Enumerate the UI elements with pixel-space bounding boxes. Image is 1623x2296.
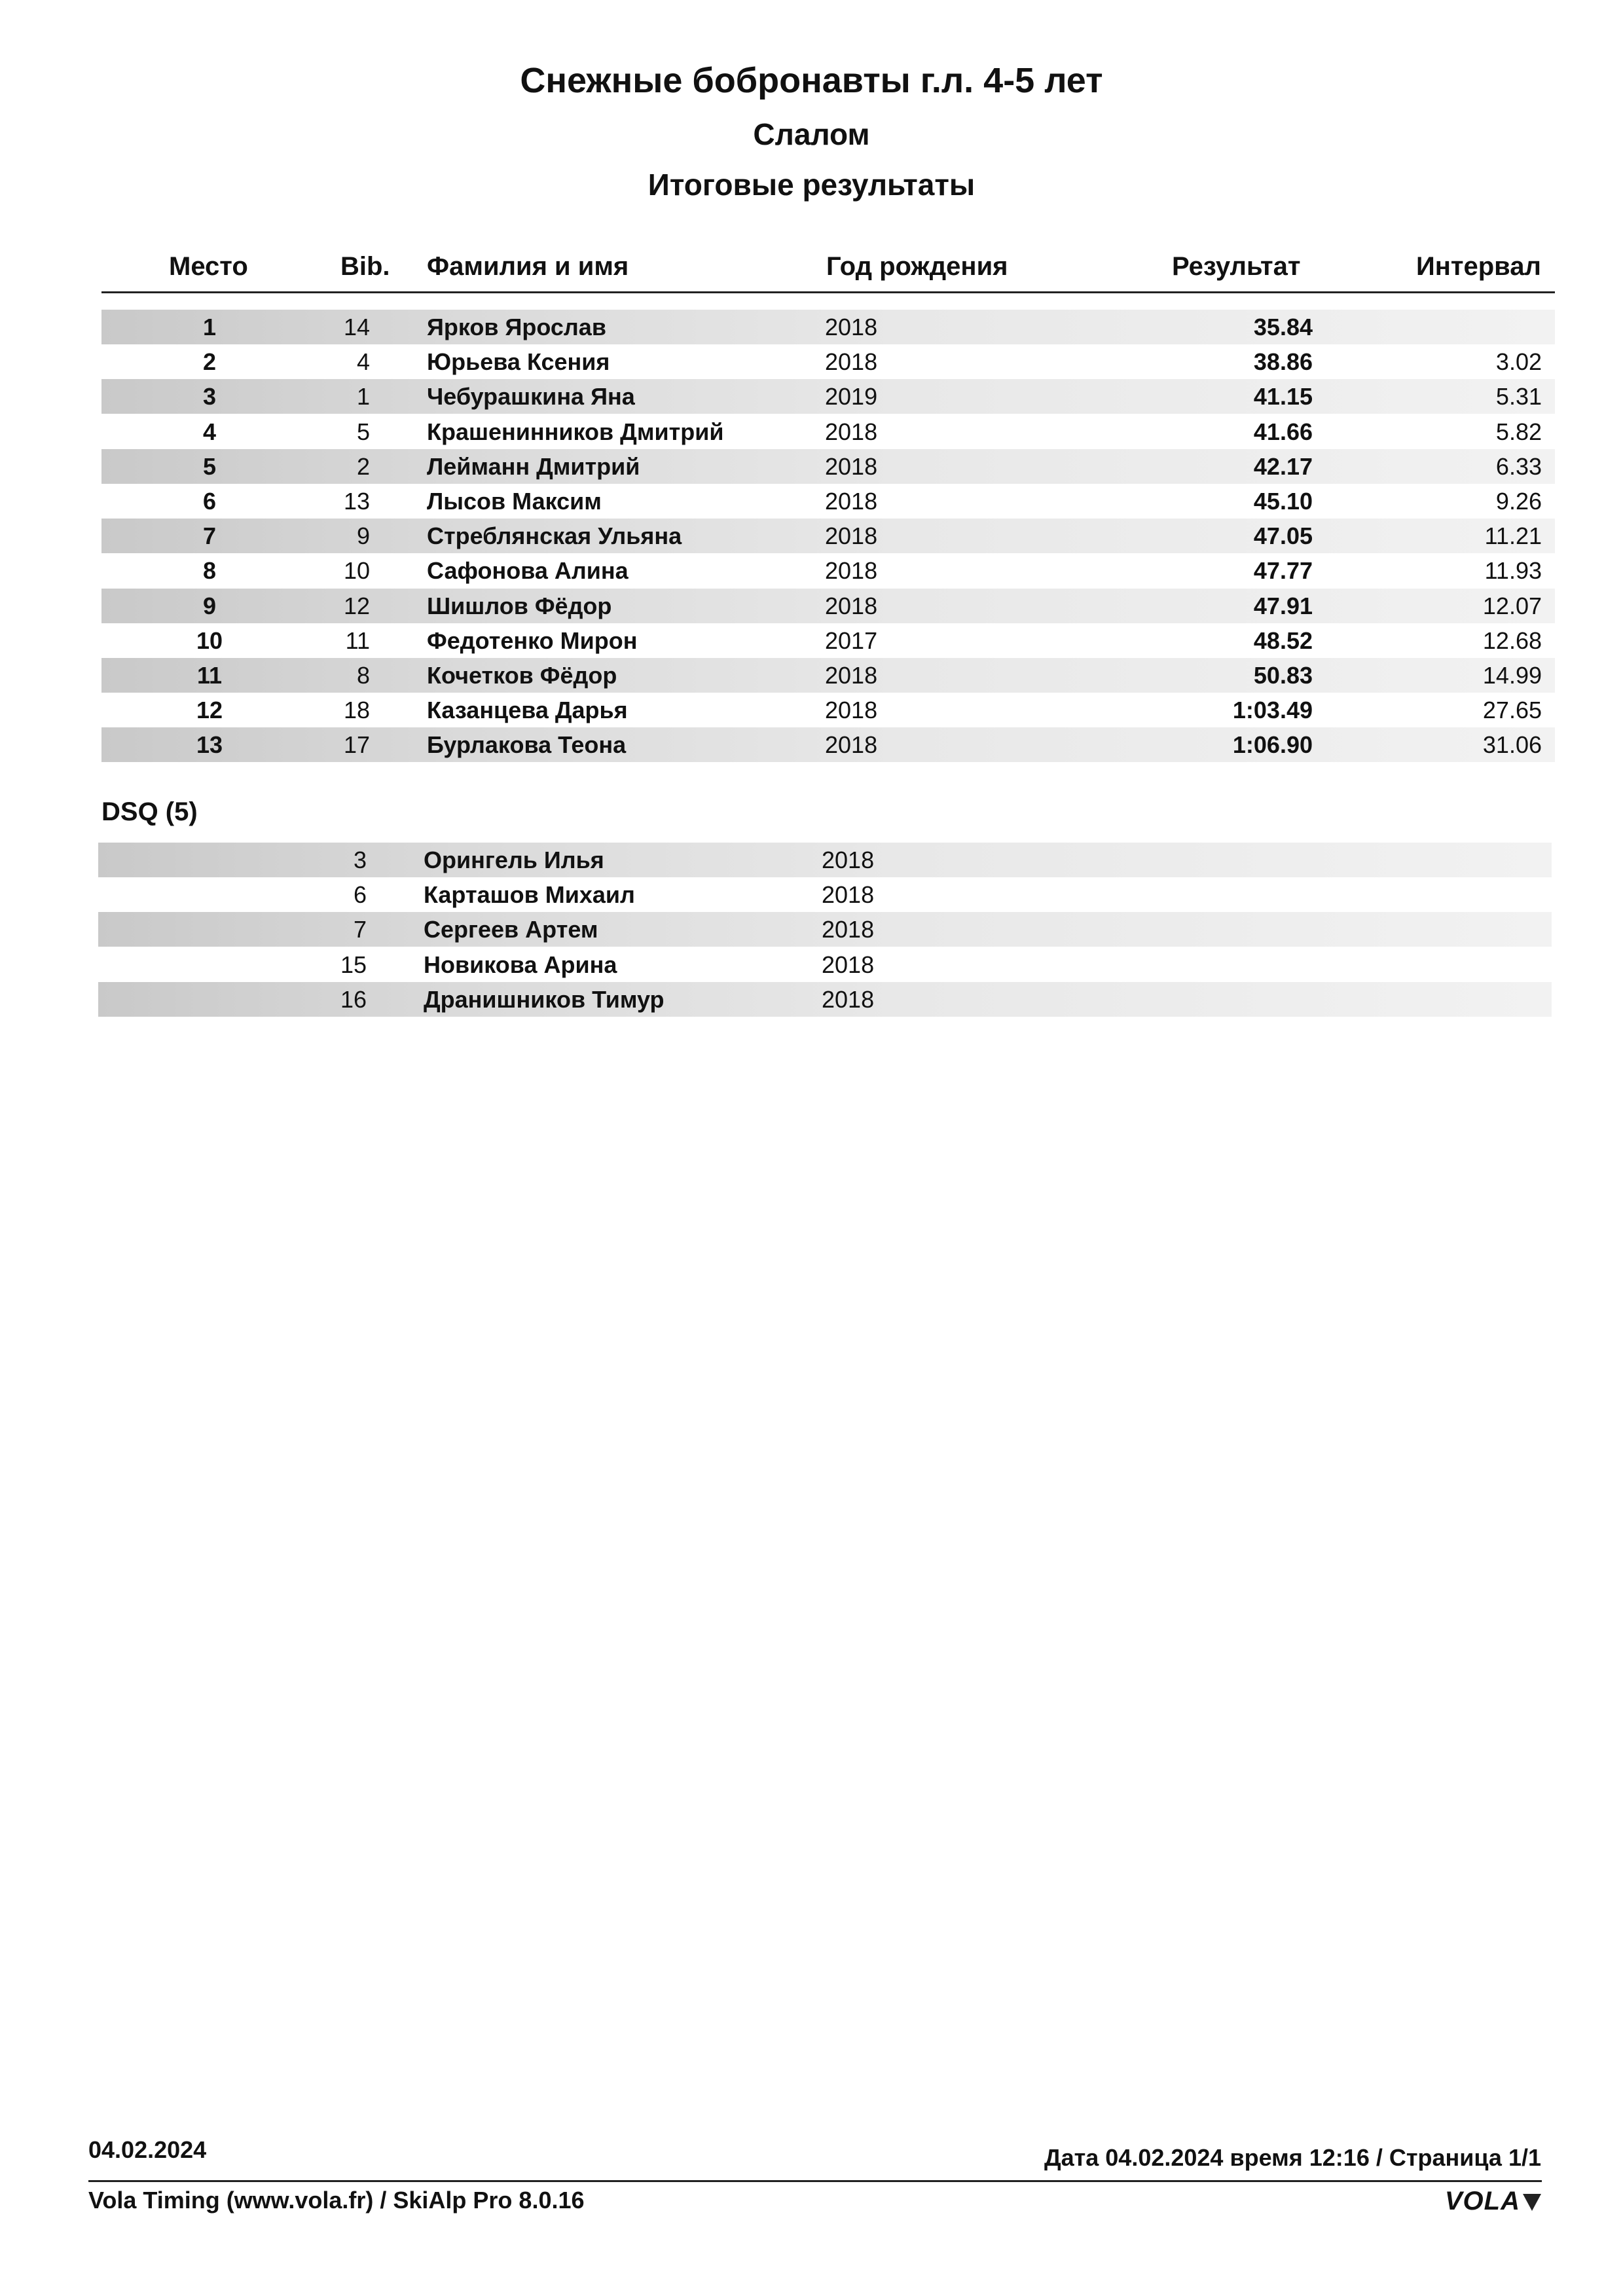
- col-year-header: Год рождения: [826, 252, 1008, 281]
- rank-cell: 1: [202, 314, 217, 340]
- interval-cell: 14.99: [1482, 662, 1542, 689]
- bib-cell: 18: [343, 697, 370, 724]
- interval-cell: 12.07: [1482, 592, 1542, 619]
- result-cell: 1:03.49: [1232, 697, 1313, 724]
- name-cell: Крашенинников Дмитрий: [427, 418, 724, 445]
- bib-cell: 17: [343, 731, 370, 759]
- year-cell: 2018: [825, 418, 878, 445]
- table-row: [101, 553, 1555, 588]
- year-cell: 2018: [822, 847, 875, 873]
- result-cell: 47.91: [1253, 592, 1313, 619]
- footer-print-info: Дата 04.02.2024 время 12:16 / Страница 1/1: [1044, 2144, 1541, 2171]
- name-cell: Орингель Илья: [424, 847, 604, 873]
- interval-cell: 31.06: [1482, 731, 1542, 759]
- interval-cell: 3.02: [1495, 348, 1542, 376]
- header-divider: [101, 291, 1555, 293]
- interval-cell: 6.33: [1495, 452, 1542, 480]
- bib-cell: 14: [343, 314, 370, 340]
- name-cell: Лысов Максим: [427, 488, 602, 515]
- table-row: [101, 310, 1555, 344]
- interval-cell: 11.93: [1484, 557, 1542, 585]
- dsq-row: [98, 843, 1552, 877]
- result-cell: 1:06.90: [1232, 731, 1313, 759]
- interval-cell: 5.82: [1495, 418, 1542, 445]
- year-cell: 2018: [822, 916, 875, 943]
- results-subtitle: Итоговые результаты: [647, 168, 976, 202]
- rank-cell: 2: [202, 348, 217, 376]
- rank-cell: 4: [202, 418, 217, 445]
- footer-software: Vola Timing (www.vola.fr) / SkiAlp Pro 8.0.16: [88, 2187, 585, 2214]
- table-row: [101, 449, 1555, 484]
- rank-cell: 3: [202, 383, 217, 410]
- year-cell: 2018: [825, 348, 878, 376]
- result-cell: 45.10: [1253, 488, 1313, 515]
- result-cell: 35.84: [1253, 314, 1313, 340]
- interval-cell: 11.21: [1484, 522, 1542, 550]
- table-row: [101, 414, 1555, 449]
- name-cell: Ярков Ярослав: [427, 314, 606, 340]
- interval-cell: 9.26: [1495, 488, 1542, 515]
- year-cell: 2018: [825, 452, 878, 480]
- bib-cell: 4: [356, 348, 370, 376]
- year-cell: 2018: [825, 488, 878, 515]
- year-cell: 2017: [825, 627, 878, 654]
- result-cell: 47.05: [1253, 522, 1313, 550]
- year-cell: 2018: [825, 592, 878, 619]
- year-cell: 2018: [822, 881, 875, 909]
- table-row: [101, 589, 1555, 623]
- year-cell: 2018: [825, 314, 878, 340]
- vola-logo: [1445, 2187, 1541, 2216]
- name-cell: Дранишников Тимур: [424, 985, 665, 1013]
- result-cell: 41.15: [1253, 383, 1313, 410]
- interval-cell: 12.68: [1482, 627, 1542, 654]
- name-cell: Юрьева Ксения: [427, 348, 610, 376]
- bib-cell: 12: [343, 592, 370, 619]
- interval-cell: 5.31: [1495, 383, 1542, 410]
- interval-cell: 27.65: [1482, 697, 1542, 724]
- result-cell: 47.77: [1253, 557, 1313, 585]
- year-cell: 2018: [825, 522, 878, 550]
- dsq-row: [98, 982, 1552, 1017]
- name-cell: Карташов Михаил: [424, 881, 635, 909]
- result-cell: 41.66: [1253, 418, 1313, 445]
- table-row: [101, 727, 1555, 762]
- result-cell: 50.83: [1253, 662, 1313, 689]
- year-cell: 2018: [822, 985, 875, 1013]
- bib-cell: 3: [353, 847, 367, 873]
- table-row: [101, 379, 1555, 414]
- name-cell: Сергеев Артем: [424, 916, 598, 943]
- footer-date: 04.02.2024: [88, 2136, 207, 2163]
- year-cell: 2018: [825, 557, 878, 585]
- dsq-row: [98, 912, 1552, 947]
- bib-cell: 9: [356, 522, 370, 550]
- footer-divider: [88, 2180, 1542, 2182]
- name-cell: Федотенко Мирон: [427, 627, 638, 654]
- bib-cell: 2: [356, 452, 370, 480]
- rank-cell: 12: [196, 697, 223, 724]
- result-cell: 48.52: [1253, 627, 1313, 654]
- bib-cell: 15: [340, 951, 367, 978]
- name-cell: Кочетков Фёдор: [427, 662, 617, 689]
- name-cell: Бурлакова Теона: [427, 731, 627, 759]
- rank-cell: 6: [202, 488, 217, 515]
- table-row: [101, 344, 1555, 379]
- year-cell: 2018: [825, 662, 878, 689]
- col-interval-header: Интервал: [1416, 252, 1541, 281]
- year-cell: 2019: [825, 383, 878, 410]
- bib-cell: 8: [356, 662, 370, 689]
- name-cell: Чебурашкина Яна: [427, 383, 635, 410]
- dsq-title: DSQ (5): [101, 797, 198, 826]
- bib-cell: 16: [340, 985, 367, 1013]
- discipline-title: Слалом: [753, 117, 870, 151]
- vola-triangle-icon: [1523, 2194, 1541, 2211]
- name-cell: Лейманн Дмитрий: [427, 452, 640, 480]
- rank-cell: 8: [202, 557, 217, 585]
- col-bib-header: Bib.: [340, 252, 390, 281]
- bib-cell: 10: [343, 557, 370, 585]
- col-rank-header: Место: [169, 252, 248, 281]
- name-cell: Новикова Арина: [424, 951, 617, 978]
- rank-cell: 10: [196, 627, 223, 654]
- bib-cell: 13: [343, 488, 370, 515]
- bib-cell: 1: [356, 383, 370, 410]
- col-result-header: Результат: [1172, 252, 1301, 281]
- page-title: Снежные бобронавты г.л. 4-5 лет: [520, 61, 1103, 100]
- name-cell: Шишлов Фёдор: [427, 592, 612, 619]
- year-cell: 2018: [825, 697, 878, 724]
- table-row: [101, 693, 1555, 727]
- col-name-header: Фамилия и имя: [427, 252, 629, 281]
- dsq-row: [98, 947, 1552, 982]
- bib-cell: 6: [353, 881, 367, 909]
- result-cell: 42.17: [1253, 452, 1313, 480]
- year-cell: 2018: [825, 731, 878, 759]
- table-row: [101, 484, 1555, 519]
- dsq-row: [98, 877, 1552, 912]
- year-cell: 2018: [822, 951, 875, 978]
- rank-cell: 13: [196, 731, 223, 759]
- vola-logo-text: VOLA: [1444, 2187, 1520, 2215]
- bib-cell: 11: [345, 627, 370, 654]
- rank-cell: 11: [196, 662, 223, 689]
- table-row: [101, 623, 1555, 658]
- result-cell: 38.86: [1253, 348, 1313, 376]
- bib-cell: 5: [356, 418, 370, 445]
- name-cell: Казанцева Дарья: [427, 697, 628, 724]
- name-cell: Сафонова Алина: [427, 557, 629, 585]
- rank-cell: 9: [202, 592, 217, 619]
- table-row: [101, 519, 1555, 553]
- name-cell: Стреблянская Ульяна: [427, 522, 682, 550]
- rank-cell: 7: [202, 522, 217, 550]
- rank-cell: 5: [202, 452, 217, 480]
- bib-cell: 7: [353, 916, 367, 943]
- table-row: [101, 658, 1555, 693]
